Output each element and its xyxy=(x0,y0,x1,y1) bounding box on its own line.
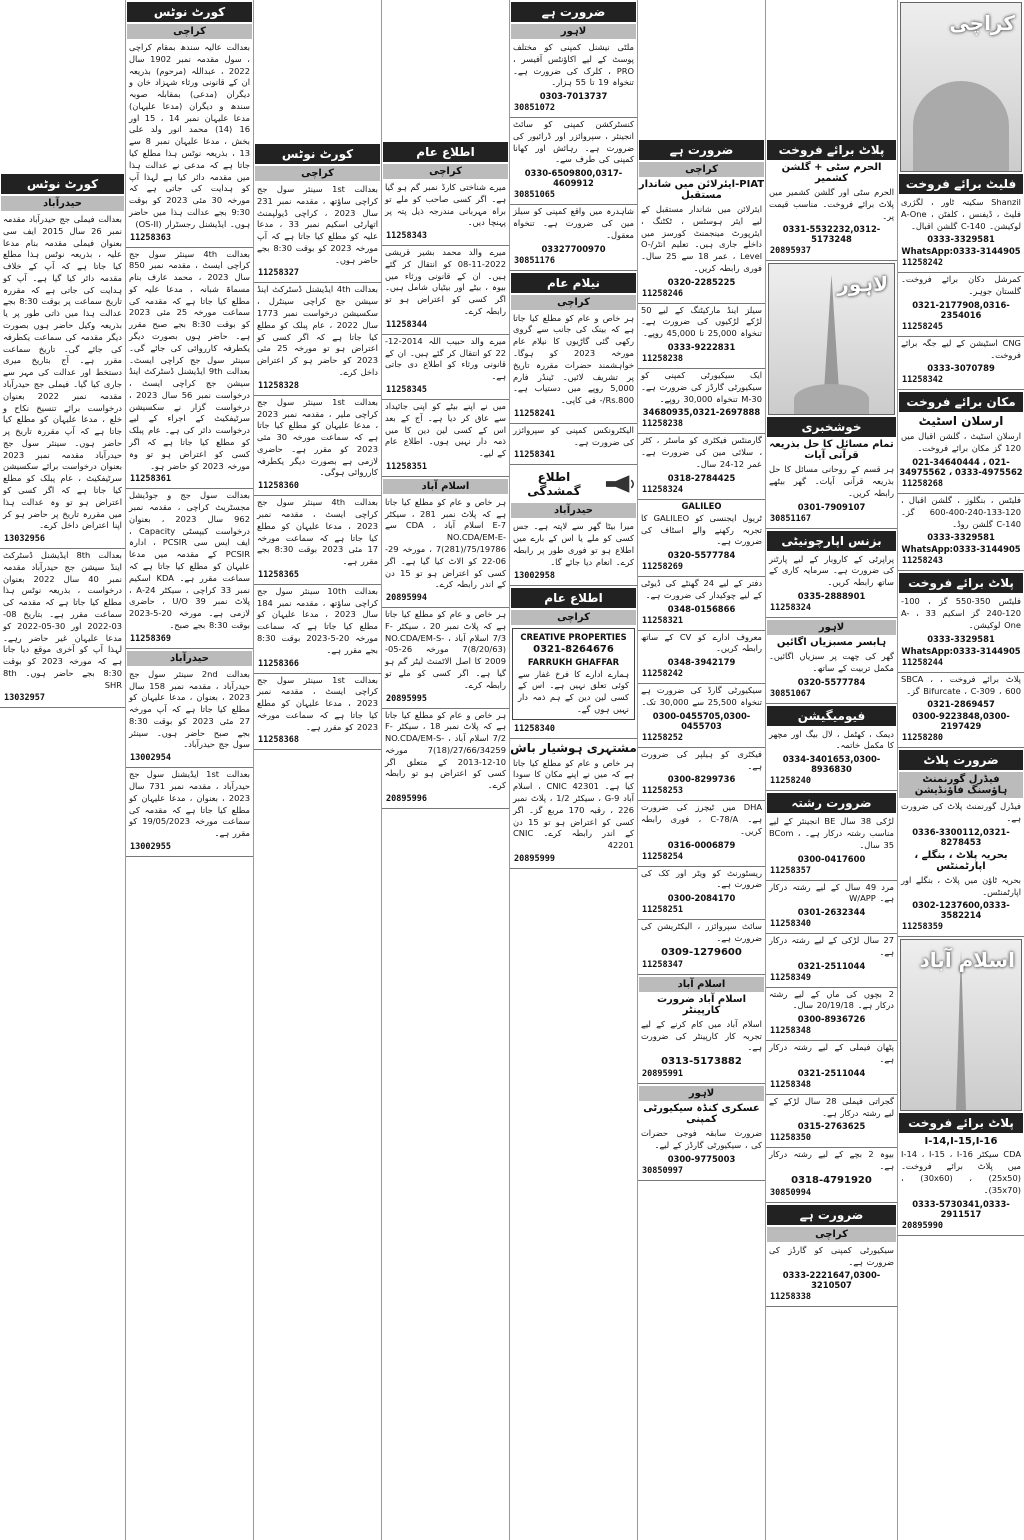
ad-text: فیکٹری کو ہیلپر کی ضرورت ہے۔ xyxy=(641,748,762,771)
column-top-space xyxy=(0,0,125,172)
ad-ref: 30850994 xyxy=(766,1187,897,1203)
ad-ref: 30851167 xyxy=(766,513,897,529)
ad-ref: 11258245 xyxy=(898,321,1024,337)
ad-text: گارمنٹس فیکٹری کو ماسٹر ، کٹر ، سلائی مین کی ضرورت ہے۔ عمر 12-24 سال۔ xyxy=(641,435,762,469)
phone-number: 03327700970 xyxy=(541,243,606,254)
ad-ref: 11258359 xyxy=(898,921,1024,937)
karachi-mausoleum-illustration xyxy=(900,2,1022,172)
ad-ref: 11258368 xyxy=(254,734,381,750)
ad-ref: 11258351 xyxy=(382,461,509,477)
ad-text: ایک سیکیورٹی کمپنی کو سیکیورٹی گارڈز کی ضرورت ہے۔ M-30 تنخواہ 30,000 روپے۔ xyxy=(641,370,762,404)
city-header: کراچی xyxy=(639,162,764,177)
ad-text: CDA سیکٹر I-14 ، I-15 ، I-16 میں پلاٹ برائے فروخت۔ (25x50) ، (30x60) ، (35x70)۔ xyxy=(901,1149,1021,1195)
ad-ref: 11258244 xyxy=(898,657,1024,673)
ad-text: ہمارے ادارے کا فرخ غفار سے کوئی تعلق نہیں ہے۔ اس کے کسی لین دین کے ہم ذمہ دار نہیں ہوں گے۔ xyxy=(518,668,629,714)
column-court-notices-karachi-2 xyxy=(253,0,381,1540)
ad-ref: 11258254 xyxy=(638,851,765,867)
ad-ref: 11258242 xyxy=(638,668,765,684)
ad-text: ضرورت سابقہ فوجی حضرات کی ، سیکیورٹی گارڈز کے لیے۔ xyxy=(641,1128,762,1150)
section-header: پلاٹ برائے فروخت xyxy=(899,573,1023,593)
notice-text: میرے شناختی کارڈ نمبر گم ہو گیا ہے۔ اگر کسی صاحب کو ملے تو براہ مہربانی مندرجہ ذیل پتہ پر پہنچا دیں۔ xyxy=(385,182,506,228)
phone-number: 0330-6509800,0317-4609912 xyxy=(524,168,623,189)
notice-text: بعدالت 10th سینئر سول جج کراچی ساؤتھ ، مقدمہ نمبر 184 سال 2023 ، مدعا علیہان کو مطلع کیا جاتا ہے کہ سماعت مورخہ 20-5-2023 بوقت 8:30 بجے مقرر ہے۔ xyxy=(257,585,378,655)
section-header: اطلاع عام xyxy=(383,142,508,162)
notice-text: بعدالت 1st سینئر سول جج کراچی ملیر ، مقدمہ نمبر 2023 ، مدعا علیہان کو مطلع کیا جاتا ہے کہ سماعت مورخہ 30 مئی 2023 کو مقرر ہے۔ حاضری لازمی ہے بصورت دیگر یکطرفہ کارروائی ہوگی۔ xyxy=(257,396,378,478)
section-title: اطلاع گمشدگی xyxy=(527,470,581,499)
ad-title: بحریہ پلاٹ ، بنگلے ، اپارٹمنٹس xyxy=(914,849,1008,872)
phone-number: 0333-9222831 xyxy=(667,342,736,353)
ad-text: ریسٹورنٹ کو ویٹر اور کک کی ضرورت ہے۔ xyxy=(641,867,762,890)
ad-ref: 30850997 xyxy=(638,1165,765,1181)
ad-ref: 11258357 xyxy=(766,865,897,881)
notice-text: بعدالت 1st سینئر سول جج کراچی ایسٹ ، مقدمہ نمبر 2023 ، مدعا علیہان کو مطلع کیا جاتا ہے کہ سماعت مورخہ 2023 کو مقرر ہے۔ xyxy=(257,674,378,732)
phone-number: 0300-8299736 xyxy=(667,774,736,785)
ad-ref: 11258363 xyxy=(126,232,253,248)
company-name: CREATIVE PROPERTIES xyxy=(520,631,627,642)
ad-ref: 11258241 xyxy=(510,408,637,424)
phone-number: 0348-3942179 xyxy=(667,657,736,668)
phone-number: 0300-2084170 xyxy=(667,893,736,904)
phone-number: 0300-0455705,0300-0455703 xyxy=(652,710,751,731)
city-banner: اسلام آباد xyxy=(919,948,1015,973)
ad-ref: 11258238 xyxy=(638,418,765,434)
phone-number: 0301-2632344 xyxy=(797,907,866,918)
phone-number: 0300-8936726 xyxy=(797,1014,866,1025)
city-header: لاہور xyxy=(511,24,636,39)
ad-text: مرد 49 سال کے لیے رشتہ درکار ہے۔ W/APP xyxy=(769,881,894,904)
phone-number: 0320-2285225 xyxy=(667,276,736,287)
ad-ref: 11258347 xyxy=(638,959,765,975)
phone-number: 0320-5577784 xyxy=(797,676,866,687)
ad-text: 27 سال لڑکی کے لیے رشتہ درکار ہے۔ xyxy=(769,935,894,957)
ad-title: تمام مسائل کا حل بذریعہ قرآنی آیات xyxy=(769,439,894,462)
whatsapp-number: WhatsApp:0333-3144905 xyxy=(901,544,1021,555)
section-header: فیومیگیشن xyxy=(767,706,896,726)
ad-text: کنسٹرکشن کمپنی کو سائٹ انجینئر ، سپروائزر اور ڈرائیور کی ضرورت ہے۔ رہائش اور کھانا کمپنی کی طرف سے۔ xyxy=(513,119,634,165)
ad-text: سیلز اینڈ مارکیٹنگ کے لیے 50 لڑکے لڑکیوں کی ضرورت ہے۔ تنخواہ 25,000 تا 45,000 روپے۔ xyxy=(641,304,762,339)
section-header: مکان برائے فروخت xyxy=(899,392,1023,412)
phone-number: 0336-3300112,0321-8278453 xyxy=(912,826,1010,847)
ad-ref: 11258360 xyxy=(254,480,381,496)
ad-ref: 11258243 xyxy=(898,555,1024,571)
ad-ref: 11258268 xyxy=(898,478,1024,494)
ad-text: پلاٹ برائے فروخت ، SBCA ، Bifurcate ، C-309 ، 600 گز۔ xyxy=(901,673,1021,696)
phone-number: 0301-7909107 xyxy=(797,501,866,512)
ad-text: سیکیورٹی کمپنی کو گارڈز کی ضرورت ہے۔ xyxy=(769,1244,894,1267)
notice-text: بعدالت 1st ایڈیشنل سول جج حیدرآباد ، مقدمہ نمبر 731 سال 2023 ، بعنوان ، مدعا علیہان کو مطلع کیا جاتا ہے کہ مقدمہ کی سماعت مورخہ 19/05/2023 کو مقرر ہے۔ xyxy=(129,769,250,839)
ad-text: DHA میں ٹیچرز کی ضرورت ہے۔ C-78/A ، فوری رابطہ کریں۔ xyxy=(641,802,762,836)
phone-number: 0348-0156866 xyxy=(667,603,736,614)
ad-ref: 11258321 xyxy=(638,615,765,631)
ad-text: سائٹ سپروائزر ، الیکٹریشن کی ضرورت ہے۔ xyxy=(641,921,762,943)
ad-text: دیمک ، کھٹمل ، لال بیگ اور مچھر کا مکمل خاتمہ۔ xyxy=(769,728,894,751)
sector-list: I-14,I-15,I-16 xyxy=(924,1136,998,1148)
phone-number: 0321-2177908,0316-2354016 xyxy=(912,299,1010,320)
notice-text: ہر خاص و عام کو مطلع کیا جاتا ہے کہ پلاٹ نمبر 281 ، سیکٹر E-7 اسلام آباد ، CDA سے NO.CDA/EM-E-7(281)/75/19786 ، مورخہ 29-06-22 کو الاٹ کیا گیا ہے۔ اگر کسی کو اعتراض ہو تو 15 دن کے اندر رابطہ کرے۔ xyxy=(385,496,506,590)
ad-ref: 30851176 xyxy=(510,255,637,271)
phone-number: 0316-0006879 xyxy=(667,839,736,850)
city-header: کراچی xyxy=(767,1227,896,1242)
ad-text: گھر کی چھت پر سبزیاں اگائیں۔ مکمل تربیت کے ساتھ۔ xyxy=(769,651,894,673)
ad-ref: 13002958 xyxy=(510,570,637,586)
mausoleum-dome xyxy=(913,81,1009,171)
mosque-minaret xyxy=(956,950,966,1110)
notice-text: بعدالت 4th ایڈیشنل ڈسٹرکٹ اینڈ سیشن جج کراچی سینٹرل ، سکسیشن درخواست نمبر 1773 سال 2022 ، عام پبلک کو مطلع کیا جاتا ہے کہ اگر کسی کو اعتراض ہو تو مورخہ 25 مئی 2023 کو حاضر ہو کر اعتراض داخل کرے۔ xyxy=(257,284,378,377)
column-classifieds xyxy=(765,0,897,1540)
phone-number: 0333-3329581 xyxy=(927,234,995,245)
column-top-space xyxy=(382,0,509,140)
company-name: GALILEO xyxy=(681,500,722,511)
phone-number: 021-34640444 ، 021-34975562 ، 0333-4975562 xyxy=(899,457,1023,478)
phone-number: 0300-9775003 xyxy=(667,1153,736,1164)
phone-number: 0333-2221647,0300-3210507 xyxy=(782,1270,881,1291)
section-header: ضرورت ہے xyxy=(639,140,764,160)
ad-ref: 11258369 xyxy=(126,633,253,649)
ad-ref: 20895991 xyxy=(638,1068,765,1084)
ad-text: فلیٹس 350-550 گز ، 100-120-240 گز اسکیم 33 ، A-One لوکیشن۔ xyxy=(901,596,1022,630)
notice-text: ہر خاص و عام کو مطلع کیا جاتا ہے کہ پلاٹ نمبر 20 ، سیکٹر F-7/3 اسلام آباد ، NO.CDA/EM-S-7(8/20/63) مورخہ 26-05-2009 کا اصل الاٹمنٹ لیٹر گم ہو گیا ہے۔ اگر کسی کو ملے تو رابطہ کرے۔ xyxy=(385,609,506,690)
ad-ref: 11258365 xyxy=(254,569,381,585)
ad-ref: 11258350 xyxy=(766,1132,897,1148)
sub-header: فیڈرل گورنمنٹ ہاؤسنگ فاؤنڈیشن xyxy=(899,772,1023,798)
city-header: کراچی xyxy=(127,24,252,39)
ad-text: بحریہ ٹاؤن میں پلاٹ ، بنگلے اور اپارٹمنٹس۔ xyxy=(901,874,1021,897)
section-header-row xyxy=(510,468,637,500)
ad-text: پٹھان فیملی کے لیے رشتہ درکار ہے۔ xyxy=(769,1042,894,1064)
ad-ref: 11258343 xyxy=(382,230,509,246)
phone-number: 0331-5532232,0312-5173248 xyxy=(782,224,881,245)
ad-ref: 20895994 xyxy=(382,592,509,608)
phone-number: 0321-2869457 xyxy=(927,699,995,710)
notice-text: میرے والد محمد بشیر قریشی 2022-11-08 کو انتقال کر گئے ہیں۔ ان کے قانونی ورثاء میں بیوہ ، بیٹے اور بیٹیاں شامل ہیں۔ اگر کسی کو اعتراض ہو تو رابطہ کرے۔ xyxy=(385,247,506,317)
notice-text: میرے والد حبیب اللہ 2014-12-22 کو انتقال کر گئے ہیں۔ ان کے قانونی ورثاء کو اطلاع دی جاتی ہے۔ xyxy=(385,335,506,382)
ad-ref: 13032956 xyxy=(0,533,125,549)
ad-ref: 11258349 xyxy=(766,972,897,988)
section-title: مشتہری ہوشیار باش xyxy=(510,740,637,755)
ad-text: شاہدرہ میں واقع کمپنی کو سیلز مین کی ضرورت ہے۔ تنخواہ معقول۔ xyxy=(513,206,634,240)
ad-title: عسکری کنڈہ سیکیورٹی کمپنی xyxy=(643,1103,760,1126)
section-header: ضرورت رشتہ xyxy=(767,793,896,813)
ad-ref: 11258361 xyxy=(126,473,253,489)
ad-ref: 11258252 xyxy=(638,732,765,748)
section-header: ضرورت ہے xyxy=(511,2,636,22)
ad-title: ارسلان اسٹیٹ xyxy=(918,414,1004,429)
section-header: نیلام عام xyxy=(511,273,636,293)
column-property xyxy=(897,0,1024,1540)
phone-number: 0321-2511044 xyxy=(797,960,866,971)
ad-ref: 13002954 xyxy=(126,752,253,768)
section-header: ضرورت ہے xyxy=(767,1205,896,1225)
section-header: خوشخبری xyxy=(767,417,896,437)
phone-number: 0335-2888901 xyxy=(797,591,866,602)
ad-title: ہابسر مسبزیاں اگائیں xyxy=(776,637,887,649)
notice-text: بعدالت عالیہ سندھ بمقام کراچی ، سول مقدمہ نمبر 1902 سال 2022 ، عبداللہ (مرحوم) بذریعہ ان کے قانونی ورثاء شہزاد خان و دیگران (مدعی) بمقابلہ صوبہ سندھ و دیگران (مدعا علیہان) مدعا علیہان نمبر 14 ، 15 اور 16 (14) محمد انور ولد علی بخش ، مدعا علیہان نمبر 8 سے 13 ، بذریعہ نوٹس ہذا مطلع کیا جاتا ہے کہ مدعی نے عدالت ہذا میں مقدمہ دائر کیا ہے لہذا آپ کو ہدایت کی جاتی ہے کہ مورخہ 30 مئی 2023 کو بوقت 9:30 بجے عدالت ہذا میں حاضر ہوں۔ ایڈیشنل رجسٹرار (OS-II) xyxy=(129,42,251,229)
phone-number: 0302-1237600,0333-3582214 xyxy=(912,900,1010,921)
ad-text: گجراتی فیملی 28 سال لڑکے کے لیے رشتہ درکار ہے۔ xyxy=(769,1095,894,1118)
ad-ref: 30851065 xyxy=(510,189,637,205)
city-header: کراچی xyxy=(511,295,636,310)
phone-number: 0300-0417600 xyxy=(797,853,866,864)
city-header: حیدرآباد xyxy=(127,651,252,666)
notice-text: میں نے اپنے بیٹے کو اپنی جائیداد سے عاق کر دیا ہے۔ آج کے بعد اس کے کسی لین دین کا میں ذمہ دار نہیں ہوں۔ اطلاع عام کے لیے۔ xyxy=(385,400,506,459)
phone-number: 0333-5730341,0333-2911517 xyxy=(912,1198,1010,1219)
column-jobs-karachi xyxy=(637,0,765,1540)
city-header: کراچی xyxy=(383,164,508,179)
phone-number: 0333-3329581 xyxy=(927,633,995,644)
ad-ref: 11258348 xyxy=(766,1079,897,1095)
ad-title: الحرم سٹی + گلشن کشمیر xyxy=(781,162,882,184)
ad-text: 2 بچوں کی ماں کے لیے رشتہ درکار ہے۔ 20/19/18 سال۔ xyxy=(769,988,894,1011)
ad-ref: 11258328 xyxy=(254,380,381,396)
phone-number: 0300-9223848,0300-2197429 xyxy=(912,711,1010,732)
phone-number: 0321-2511044 xyxy=(797,1067,866,1078)
ad-ref: 20895937 xyxy=(766,245,897,261)
column-top-space xyxy=(638,0,765,138)
phone-number: 0334-3401653,0300-8936830 xyxy=(782,754,881,775)
city-header: حیدرآباد xyxy=(511,503,636,518)
section-header: کورٹ نوٹس xyxy=(255,144,380,164)
phone-number: 0318-2784425 xyxy=(667,472,736,483)
section-header: پلاٹ برائے فروخت xyxy=(767,140,896,160)
ad-text: بیوہ 2 بچے کے لیے رشتہ درکار ہے۔ xyxy=(769,1149,894,1172)
ad-text: اسلام آباد میں کام کرنے کے لیے تجربہ کار کارپینٹر کی ضرورت ہے۔ xyxy=(641,1018,762,1053)
megaphone-icon xyxy=(604,474,637,494)
phone-number: 0303-7013737 xyxy=(539,91,608,102)
ad-text: ہر خاص و عام کو مطلع کیا جاتا ہے کہ بینک کی جانب سے گروی رکھی گئی گاڑیوں کا نیلام عام مورخہ 2023 کو ہوگا۔ خواہشمند حضرات مقررہ تاریخ پر تشریف لائیں۔ ٹینڈر فارم 5,000 روپے میں دستیاب ہے۔ Rs.800/- فی کاپی۔ xyxy=(513,312,634,406)
notice-text: بعدالت سول جج و جوڈیشل مجسٹریٹ کراچی ، مقدمہ نمبر 962 سال 2023 ، بعنوان درخواست کیپسٹی Capacity ، ایف ایس سی PCSIR ، ادارہ PCSIR کے مقدمہ میں مدعا علیہان کو مطلع کیا جاتا ہے کہ سماعت مقرر ہے۔ KDA اسکیم نمبر 33 کراچی ، سیکٹر 24-A ، پلاٹ نمبر U/O 39 ، حاضری لازمی ہے۔ مورخہ 20-5-2023 بوقت 8:30 بجے صبح۔ xyxy=(129,490,250,630)
ad-text: ایئرلائن میں شاندار مستقبل کے لیے ایئر ہوسٹس ، ٹکٹنگ ، ایئرپورٹ مینجمنٹ کورسز میں داخلے جاری ہیں۔ تعلیم انٹر/O-Level ، عمر 18 سے 25 سال۔ فوری رابطہ کریں۔ xyxy=(641,204,762,273)
ad-ref: 30851072 xyxy=(510,102,637,118)
city-banner: لاہور xyxy=(837,272,888,297)
ad-ref: 20895990 xyxy=(898,1220,1024,1236)
ad-ref: 11258327 xyxy=(254,267,381,283)
ad-text: الیکٹرونکس کمپنی کو سپروائزر کی ضرورت ہے۔ xyxy=(513,424,634,447)
ad-text: فیڈرل گورنمنٹ پلاٹ کی ضرورت ہے۔ xyxy=(901,801,1021,824)
city-banner: کراچی xyxy=(949,11,1015,35)
ad-ref: 11258242 xyxy=(898,257,1024,273)
ad-text: ہر خاص و عام کو مطلع کیا جاتا ہے کہ میں نے اپنے مکان کا سودا کیا ہے۔ CNIC 42301 ، اسلام آباد G-9 ، سیکٹر 1/2 ، پلاٹ نمبر 226 ، رقبہ 170 مربع گز۔ اگر کسی کو اعتراض ہو تو 15 دن کے اندر رابطہ کرے۔ CNIC 42201 xyxy=(513,757,634,851)
ad-ref: 11258251 xyxy=(638,904,765,920)
whatsapp-number: WhatsApp:0333-3144905 xyxy=(901,645,1021,656)
ad-ref: 11258341 xyxy=(510,449,637,465)
ad-ref: 13032957 xyxy=(0,692,125,708)
ad-ref: 11258324 xyxy=(638,484,765,500)
phone-number: 0313-5173882 xyxy=(661,1056,742,1068)
ad-title: اسلام آباد ضرورت کارپینٹر xyxy=(656,993,747,1016)
ad-text: ٹریول ایجنسی کو GALILEO کا تجربہ رکھنے والے اسٹاف کی ضرورت ہے۔ xyxy=(641,512,762,547)
ad-text: سیکیورٹی گارڈ کی ضرورت ہے تنخواہ 25,500 سے 30,000 تک۔ xyxy=(641,685,762,707)
city-header: اسلام آباد xyxy=(383,479,508,494)
phone-number: 0309-1279600 xyxy=(661,946,742,958)
column-court-notices-hyderabad xyxy=(0,0,125,1540)
phone-number: 34680935,0321-2697888 xyxy=(642,407,761,418)
section-header: اطلاع عام xyxy=(511,588,636,608)
ad-ref: 11258246 xyxy=(638,288,765,304)
ad-text: معروف ادارے کو CV کے ساتھ رابطہ کریں۔ xyxy=(641,631,762,654)
city-header: کراچی xyxy=(511,610,636,625)
section-header: فلیٹ برائے فروخت xyxy=(899,174,1023,194)
city-header: اسلام آباد xyxy=(639,977,764,992)
ad-ref: 11258345 xyxy=(382,384,509,400)
ad-text: پراپرٹی کے کاروبار کے لیے پارٹنر کی ضرورت ہے۔ سرمایہ کاری کے ساتھ رابطہ کریں۔ xyxy=(769,553,894,588)
column-jobs-lahore xyxy=(509,0,637,1540)
ad-ref: 11258348 xyxy=(766,1025,897,1041)
ad-ref: 11258344 xyxy=(382,319,509,335)
city-header: کراچی xyxy=(255,166,380,181)
notice-text: ہر خاص و عام کو مطلع کیا جاتا ہے کہ پلاٹ نمبر 18 ، سیکٹر F-7/2 اسلام آباد ، NO.CDA/EM-S-7(18)/27/66/34259 مورخہ 10-12-2013 کے متعلق اگر کسی کو اعتراض ہو تو رابطہ کرے۔ xyxy=(385,709,506,791)
ad-ref: 11258238 xyxy=(638,353,765,369)
ad-text: ہر قسم کے روحانی مسائل کا حل بذریعہ قرآنی آیات۔ گھر بیٹھے رابطہ کریں۔ xyxy=(769,464,894,498)
ad-title: PIAT-ایئرلائن میں شاندار مستقبل xyxy=(638,179,765,201)
ad-text: Shanzil سکینہ ٹاور ، لگژری فلیٹ ، ڈیفنس ، کلفٹن ، A-One لوکیشن۔ C-140 گلشن اقبال۔ xyxy=(901,197,1021,231)
faisal-mosque-illustration xyxy=(900,939,1022,1111)
ad-ref: 11258340 xyxy=(766,918,897,934)
ad-ref: 20895996 xyxy=(382,793,509,809)
ad-ref: 11258342 xyxy=(898,374,1024,390)
creative-properties-ad xyxy=(512,628,635,720)
ad-ref: 11258269 xyxy=(638,561,765,577)
ad-ref: 11258340 xyxy=(510,723,637,739)
person-name: FARRUKH GHAFFAR xyxy=(527,656,620,667)
notice-text: بعدالت 4th سینئر سول جج کراچی ایسٹ ، مقدمہ نمبر 2023 ، مدعا علیہان کو مطلع کیا جاتا ہے کہ سماعت مورخہ 17 مئی 2023 بوقت 8:30 بجے مقرر ہے۔ xyxy=(257,497,378,567)
city-header: لاہور xyxy=(639,1086,764,1101)
ad-text: ملٹی نیشنل کمپنی کو مختلف پوسٹ کے لیے اکاؤنٹس آفیسر ، PRO ، کلرک کی ضرورت ہے۔ تنخواہ 19 تا 55 ہزار۔ xyxy=(513,42,634,88)
ad-text: میرا بیٹا گھر سے لاپتہ ہے۔ جس کسی کو ملے یا اس کے بارے میں اطلاع ہو تو فوری طور پر رابطہ کرے۔ انعام دیا جائے گا۔ xyxy=(513,521,634,567)
ad-text: دفتر کے لیے 24 گھنٹے کی ڈیوٹی کے لیے چوکیدار کی ضرورت ہے۔ xyxy=(641,578,763,600)
ad-ref: 20895999 xyxy=(510,853,637,869)
phone-number: 0320-5577784 xyxy=(667,550,736,561)
ad-text: کمرشل دکان برائے فروخت۔ گلستان جوہر۔ xyxy=(901,274,1021,297)
phone-number: 0318-4791920 xyxy=(791,1174,872,1186)
minar-base xyxy=(794,384,869,414)
ad-ref: 11258324 xyxy=(766,602,897,618)
city-header: لاہور xyxy=(767,620,896,635)
ad-ref: 11258366 xyxy=(254,658,381,674)
column-public-notices xyxy=(381,0,509,1540)
ad-ref: 20895995 xyxy=(382,693,509,709)
section-header: پلاٹ برائے فروخت xyxy=(899,1113,1023,1133)
city-header: حیدرآباد xyxy=(1,196,124,211)
notice-text: بعدالت فیملی جج حیدرآباد مقدمہ نمبر 26 سال 2015 ایف سی بعنوان فیملی مقدمہ بنام مدعا علیہ ، بذریعہ نوٹس ہذا مطلع کیا جاتا ہے کہ آپ کے خلاف مقدمہ دائر کیا گیا ہے۔ آپ کو ہدایت کی جاتی ہے کہ مقررہ تاریخ سماعت پر بوقت 8:30 بجے عدالت ہذا میں ذاتی طور پر یا بذریعہ وکیل حاضر ہوں بصورت دیگر مقدمہ کی سماعت یکطرفہ کی جائے گی۔ تاریخ سماعت مقرر ہے۔ آج بتاریخ میری دستخط اور عدالت کی مہر سے جاری کیا گیا۔ فیملی جج حیدرآباد مقدمہ نمبر 2022 بعنوان درخواست برائے تنسیخ نکاح و خلع ، مدعا علیہان کو مطلع کیا جاتا ہے کہ آپ مقررہ تاریخ پر حاضر ہوں۔ سینئر سول جج حیدرآباد مقدمہ نمبر 2023 بعنوان درخواست برائے سکسیشن سرٹیفکیٹ ، عام پبلک کو مطلع کیا جاتا ہے کہ اگر کسی کو اعتراض ہو تو وہ عدالت ہذا میں مقررہ تاریخ پر حاضر ہو کر اپنا اعتراض داخل کرے۔ xyxy=(3,214,122,531)
ad-text: CNG اسٹیشن کے لیے جگہ برائے فروخت۔ xyxy=(901,337,1021,360)
ad-text: لڑکی 38 سال BE انجینئر کے لیے مناسب رشتہ درکار ہے۔ BCom ، 35 سال۔ xyxy=(769,816,894,850)
notice-text: بعدالت 1st سینئر سول جج کراچی ساؤتھ ، مقدمہ نمبر 231 سال 2023 ، کراچی ڈیولپمنٹ اتھارٹی اسکیم نمبر 33 ، مدعا علیہ کو مطلع کیا جاتا ہے کہ آپ مورخہ 2023 کو بوقت 8:30 بجے حاضر ہوں۔ xyxy=(257,184,378,265)
section-header: کورٹ نوٹس xyxy=(127,2,252,22)
column-top-space xyxy=(766,0,897,138)
section-header: کورٹ نوٹس xyxy=(1,174,124,194)
ad-ref: 11258280 xyxy=(898,732,1024,748)
ad-text: ارسلان اسٹیٹ ، گلشن اقبال میں 120 گز مکان برائے فروخت۔ xyxy=(901,431,1021,454)
phone-number: 0315-2763625 xyxy=(797,1121,866,1132)
whatsapp-number: WhatsApp:0333-3144905 xyxy=(901,246,1021,257)
ad-text: فلیٹس ، بنگلوز ، گلشن اقبال ، 120-133-240-400-600 گز۔ C-140 گلشن روڈ۔ xyxy=(901,495,1021,529)
ad-ref: 11258338 xyxy=(766,1291,897,1307)
ad-ref: 13002955 xyxy=(126,841,253,857)
ad-ref: 30851067 xyxy=(766,688,897,704)
ad-ref: 11258253 xyxy=(638,785,765,801)
column-top-space xyxy=(254,0,381,142)
section-header: بزنس اپارچونیٹی xyxy=(767,531,896,551)
lahore-minar-illustration xyxy=(768,263,895,415)
notice-text: بعدالت 4th سینئر سول جج کراچی ایسٹ ، مقدمہ نمبر 850 سال 2023 ، محمد عارف بنام مسماۃ شبانہ ، مدعا علیہ کو مطلع کیا جاتا ہے کہ مقدمہ کی سماعت مورخہ 25 مئی 2023 کو بوقت 8:30 بجے صبح مقرر ہے۔ حاضر ہوں بصورت دیگر یکطرفہ کارروائی کی جائے گی۔ سینئر سول جج کراچی ایسٹ۔ بعدالت 9th ایڈیشنل ڈسٹرکٹ اینڈ سیشن جج کراچی ایسٹ ، درخواست نمبر 56 سال 2023 ، درخواست گزار نے سکسیشن سرٹیفکیٹ کے اجراء کے لیے درخواست دائر کی ہے۔ عام پبلک کو مطلع کیا جاتا ہے کہ اگر کسی کو اعتراض ہو تو وہ مورخہ 2023 کو حاضر ہو۔ xyxy=(129,248,250,471)
phone-number: 0321-8264676 xyxy=(533,643,614,655)
ad-text: الحرم سٹی اور گلشن کشمیر میں پلاٹ برائے فروخت۔ مناسب قیمت پر۔ xyxy=(769,187,894,221)
phone-number: 0333-3070789 xyxy=(927,363,995,374)
ad-ref: 11258240 xyxy=(766,775,897,791)
phone-number: 0333-3329581 xyxy=(927,532,995,543)
column-court-notices-karachi xyxy=(125,0,253,1540)
section-header: ضرورت پلاٹ xyxy=(899,750,1023,770)
notice-text: بعدالت 8th ایڈیشنل ڈسٹرکٹ اینڈ سیشن جج حیدرآباد مقدمہ نمبر 40 سال 2022 بعنوان درخواست ، بذریعہ نوٹس ہذا مطلع کیا جاتا ہے کہ مقدمہ کی سماعت مقرر ہے۔ بتاریخ 08-03-2022 اور 30-05-2022 کو مدعا علیہان غیر حاضر رہے۔ لہذا آپ کو آخری موقع دیا جاتا ہے کہ مورخہ 2023 کو بوقت 8:30 بجے حاضر ہوں۔ 8th SHR xyxy=(3,550,123,690)
notice-text: بعدالت 2nd سینئر سول جج حیدرآباد ، مقدمہ نمبر 158 سال 2023 ، بعنوان ، مدعا علیہان کو مطلع کیا جاتا ہے کہ آپ مورخہ 27 مئی 2023 کو بوقت 8:30 بجے صبح حاضر ہوں۔ سینئر سول جج حیدرآباد۔ xyxy=(129,668,251,750)
